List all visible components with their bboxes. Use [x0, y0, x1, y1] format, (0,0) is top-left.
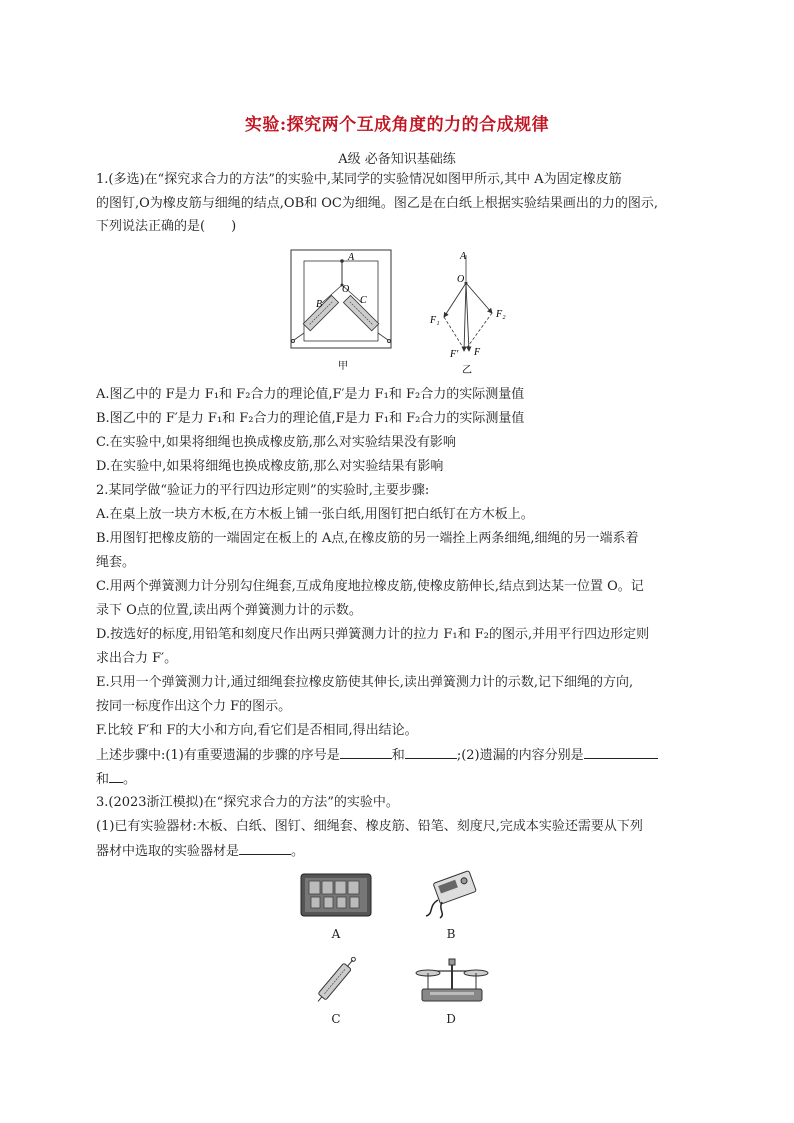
q3-blank-1[interactable] [239, 842, 291, 855]
q1-option-d: D.在实验中,如果将细绳也换成橡皮筋,那么对实验结果有影响 [96, 459, 444, 474]
q2-question-line2 [96, 770, 136, 789]
q2-blank-3[interactable] [584, 746, 658, 759]
fig-jia-label-A: A [348, 252, 355, 263]
q1-option-c: C.在实验中,如果将细绳也换成橡皮筋,那么对实验结果没有影响 [96, 435, 456, 450]
q1-stem-line2: 的图钉,O为橡皮筋与细绳的结点,OB和 OC为细绳。图乙是在白纸上根据实验结果画出的力的图示, [96, 196, 659, 211]
section-heading: A级 必备知识基础练 [338, 152, 456, 167]
q3-part1-prefix: 器材中选取的实验器材是 [96, 844, 240, 859]
equipment-d-label: D [446, 1012, 456, 1026]
q2-step-c-line2: 录下 O点的位置,读出两个弹簧测力计的示数。 [96, 603, 362, 618]
q2-question-mid: ;(2)遗漏的内容分别是 [456, 748, 584, 763]
q2-blank-1[interactable] [340, 746, 392, 759]
equipment-d-balance-icon [410, 955, 494, 1005]
fig-jia-label-O: O [342, 284, 350, 295]
fig-yi-label-O: O [457, 274, 465, 285]
equipment-a-label: A [331, 927, 341, 941]
fig-jia-caption: 甲 [338, 361, 348, 372]
fig-jia-label-C: C [360, 295, 367, 306]
q2-step-a: A.在桌上放一块方木板,在方木板上铺一张白纸,用图钉把白纸钉在方木板上。 [96, 507, 534, 522]
q3-part1-line2 [96, 842, 304, 861]
q2-question-and: 和 [391, 748, 405, 763]
fig-yi-label-Fprime: F′ [450, 349, 459, 360]
q2-step-c-line1: C.用两个弹簧测力计分别勾住绳套,互成角度地拉橡皮筋,使橡皮筋伸长,结点到达某一位置 O。记 [96, 579, 644, 594]
q1-option-b: B.图乙中的 F′是力 F₁和 F₂合力的理论值,F是力 F₁和 F₂合力的实际测量值 [96, 411, 525, 426]
equipment-b-timer-icon [420, 870, 484, 920]
q2-blank-2[interactable] [405, 746, 457, 759]
q1-stem-line3: 下列说法正确的是( ) [96, 219, 237, 234]
q2-question-end: 。 [123, 772, 137, 787]
q3-stem: 3.(2023浙江模拟)在“探究求合力的方法”的实验中。 [96, 795, 399, 810]
q2-step-d-line2: 求出合力 F′。 [96, 651, 178, 666]
equipment-b-label: B [446, 927, 456, 941]
q2-question-prefix: 上述步骤中:(1)有重要遗漏的步骤的序号是 [96, 748, 340, 763]
q2-question-line1 [96, 746, 658, 765]
q1-option-a: A.图乙中的 F是力 F₁和 F₂合力的理论值,F′是力 F₁和 F₂合力的实际测量值 [96, 387, 525, 402]
fig-yi-label-F: F [474, 347, 481, 358]
q2-blank-4[interactable] [109, 770, 123, 783]
q2-step-e-line2: 按同一标度作出这个力 F的图示。 [96, 699, 292, 714]
equipment-c-label: C [331, 1012, 341, 1026]
fig-yi-label-F1: F₁ [430, 315, 440, 326]
q3-part1-line1: (1)已有实验器材:木板、白纸、图钉、细绳套、橡皮筋、铅笔、刻度尺,完成本实验还需要从下列 [96, 819, 643, 834]
fig-yi-label-A: A [460, 251, 467, 262]
q2-step-b-line2: 绳套。 [96, 555, 136, 570]
q2-step-d-line1: D.按选好的标度,用铅笔和刻度尺作出两只弹簧测力计的拉力 F₁和 F₂的图示,并用平行四边形定则 [96, 627, 650, 642]
q2-stem: 2.某同学做“验证力的平行四边形定则”的实验时,主要步骤: [96, 483, 430, 498]
page-title: 实验:探究两个互成角度的力的合成规律 [244, 115, 550, 135]
fig-jia-label-B: B [316, 299, 323, 310]
q2-step-f: F.比较 F′和 F的大小和方向,看它们是否相同,得出结论。 [96, 723, 418, 738]
q3-part1-end: 。 [291, 844, 305, 859]
equipment-a-weights-icon [299, 870, 373, 920]
figure-yi [422, 245, 522, 375]
q2-question-end-prefix: 和 [96, 772, 110, 787]
fig-yi-caption: 乙 [462, 365, 472, 376]
figure-jia [286, 245, 396, 375]
fig-yi-label-F2: F₂ [496, 309, 506, 320]
q2-step-e-line1: E.只用一个弹簧测力计,通过细绳套拉橡皮筋使其伸长,读出弹簧测力计的示数,记下细绳的方向, [96, 675, 634, 690]
equipment-c-spring-scale-icon [306, 955, 366, 1005]
q2-step-b-line1: B.用图钉把橡皮筋的一端固定在板上的 A点,在橡皮筋的另一端拴上两条细绳,细绳的另一端系着 [96, 531, 639, 546]
q1-stem-line1: 1.(多选)在“探究求合力的方法”的实验中,某同学的实验情况如图甲所示,其中 A为固定橡皮筋 [96, 172, 622, 187]
